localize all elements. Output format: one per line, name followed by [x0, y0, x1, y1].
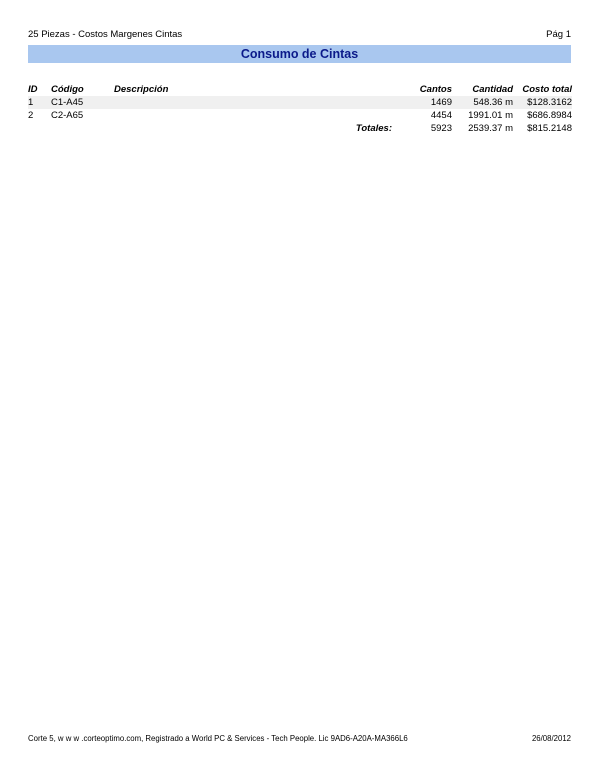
column-header-cantidad: Cantidad [472, 84, 513, 95]
section-title-bar [28, 45, 571, 63]
tape-consumption-table [28, 83, 572, 135]
totals-cantos: 5923 [430, 123, 452, 134]
column-header-costo-total: Costo total [522, 84, 572, 95]
row-cantos: 4454 [430, 110, 452, 121]
totals-label: Totales: [355, 123, 392, 134]
totals-cantidad: 2539.37 m [468, 123, 513, 134]
row-cantidad: 1991.01 m [468, 110, 513, 121]
report-title: 25 Piezas - Costos Margenes Cintas [28, 29, 183, 40]
table-row [28, 96, 572, 109]
row-id: 1 [28, 97, 34, 108]
table-row [28, 109, 572, 122]
row-id: 2 [28, 110, 34, 121]
row-code: C1-A45 [51, 97, 84, 108]
row-cantos: 1469 [430, 97, 452, 108]
row-costo-total: $686.8984 [527, 110, 572, 121]
column-header-cantos: Cantos [419, 84, 452, 95]
section-title: Consumo de Cintas [240, 47, 359, 61]
column-header-id: ID [28, 84, 38, 95]
row-costo-total: $128.3162 [527, 97, 572, 108]
footer-date: 26/08/2012 [531, 734, 571, 743]
page-number: Pág 1 [546, 29, 571, 40]
totals-row [28, 122, 572, 135]
row-cantidad: 548.36 m [473, 97, 513, 108]
table-header-row [28, 83, 572, 96]
column-header-description: Descripción [114, 84, 169, 95]
row-code: C2-A65 [51, 110, 84, 121]
footer-credit: Corte 5, w w w .corteoptimo.com, Registrado a World PC & Services - Tech People. Lic 9AD6-A20A-MA366L6 [28, 734, 408, 743]
totals-costo-total: $815.2148 [527, 123, 572, 134]
column-header-code: Código [51, 84, 84, 95]
